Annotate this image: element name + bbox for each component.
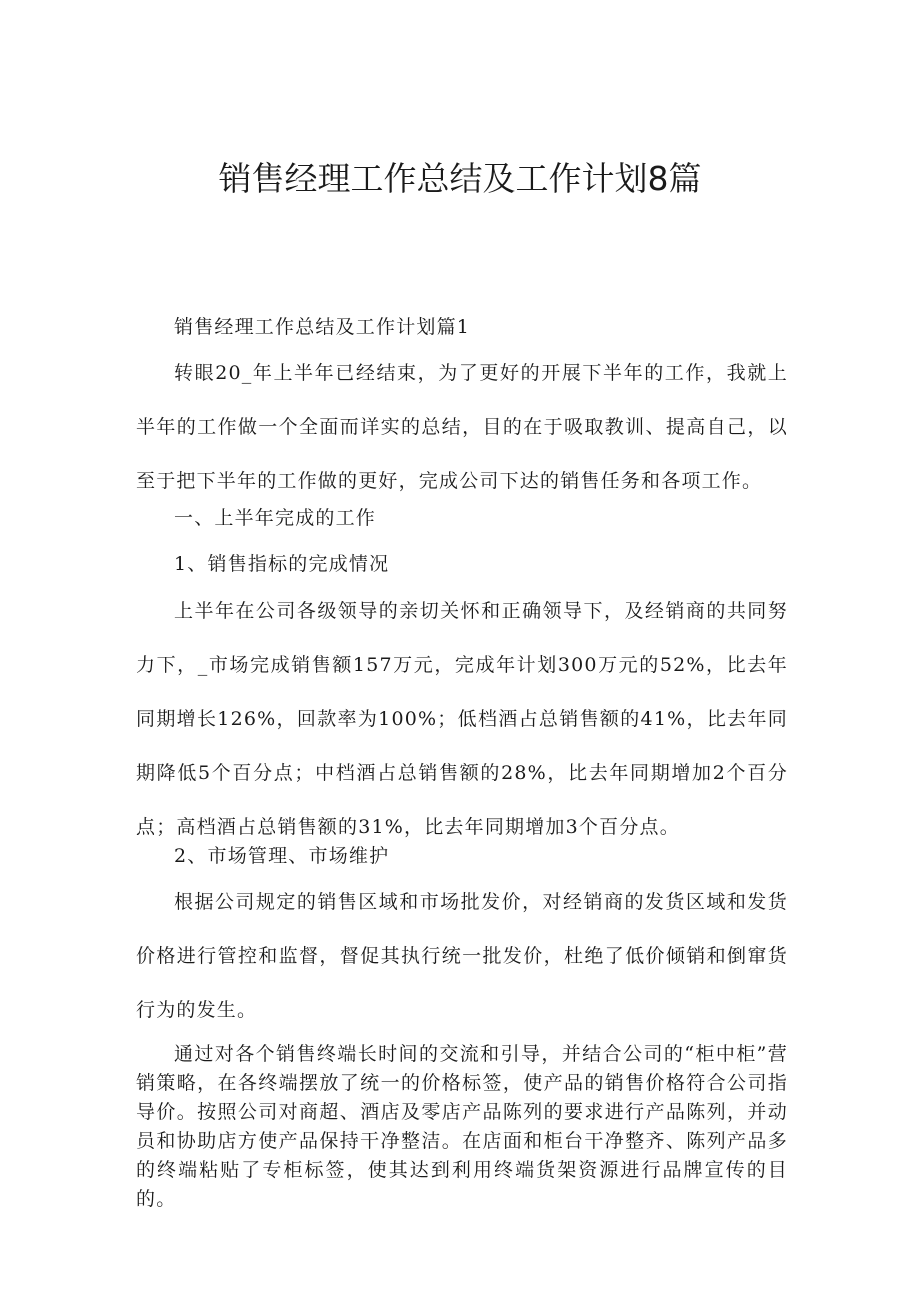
intro-paragraph: 转眼20_年上半年已经结束，为了更好的开展下半年的工作，我就上半年的工作做一个全面而详实的总结，目的在于吸取教训、提高自己，以至于把下半年的工作做的更好，完成公司下达的销售任务和各项工作。 xyxy=(136,362,788,492)
item-one-heading: 1、销售指标的完成情况 xyxy=(174,553,390,575)
terminal-paragraph: 通过对各个销售终端长时间的交流和引导，并结合公司的“柜中柜”营销策略，在各终端摆放了统一的价格标签，使产品的销售价格符合公司指导价。按照公司对商超、酒店及零店产品陈列的要求进行产品陈列，并动员和协助店方使产品保持干净整洁。在店面和柜台干净整齐、陈列产品多的终端粘贴了专柜标签，使其达到利用终端货架资源进行品牌宣传的目的。 xyxy=(136,1043,788,1210)
document-title: 销售经理工作总结及工作计划8篇 xyxy=(218,159,702,198)
section-heading: 销售经理工作总结及工作计划篇1 xyxy=(174,316,471,338)
item-two-paragraph: 根据公司规定的销售区域和市场批发价，对经销商的发货区域和发货价格进行管控和监督，督促其执行统一批发价，杜绝了低价倾销和倒窜货行为的发生。 xyxy=(136,891,788,1021)
item-two-heading: 2、市场管理、市场维护 xyxy=(174,845,390,867)
item-one-paragraph: 上半年在公司各级领导的亲切关怀和正确领导下，及经销商的共同努力下，_市场完成销售额157万元，完成年计划300万元的52%，比去年同期增长126%，回款率为100%；低档酒占总销售额的41%，比去年同期降低5个百分点；中档酒占总销售额的28%，比去年同期增加2个百分点；高档酒占总销售额的31%，比去年同期增加3个百分点。 xyxy=(136,600,788,838)
part-one-heading: 一、上半年完成的工作 xyxy=(174,507,377,529)
